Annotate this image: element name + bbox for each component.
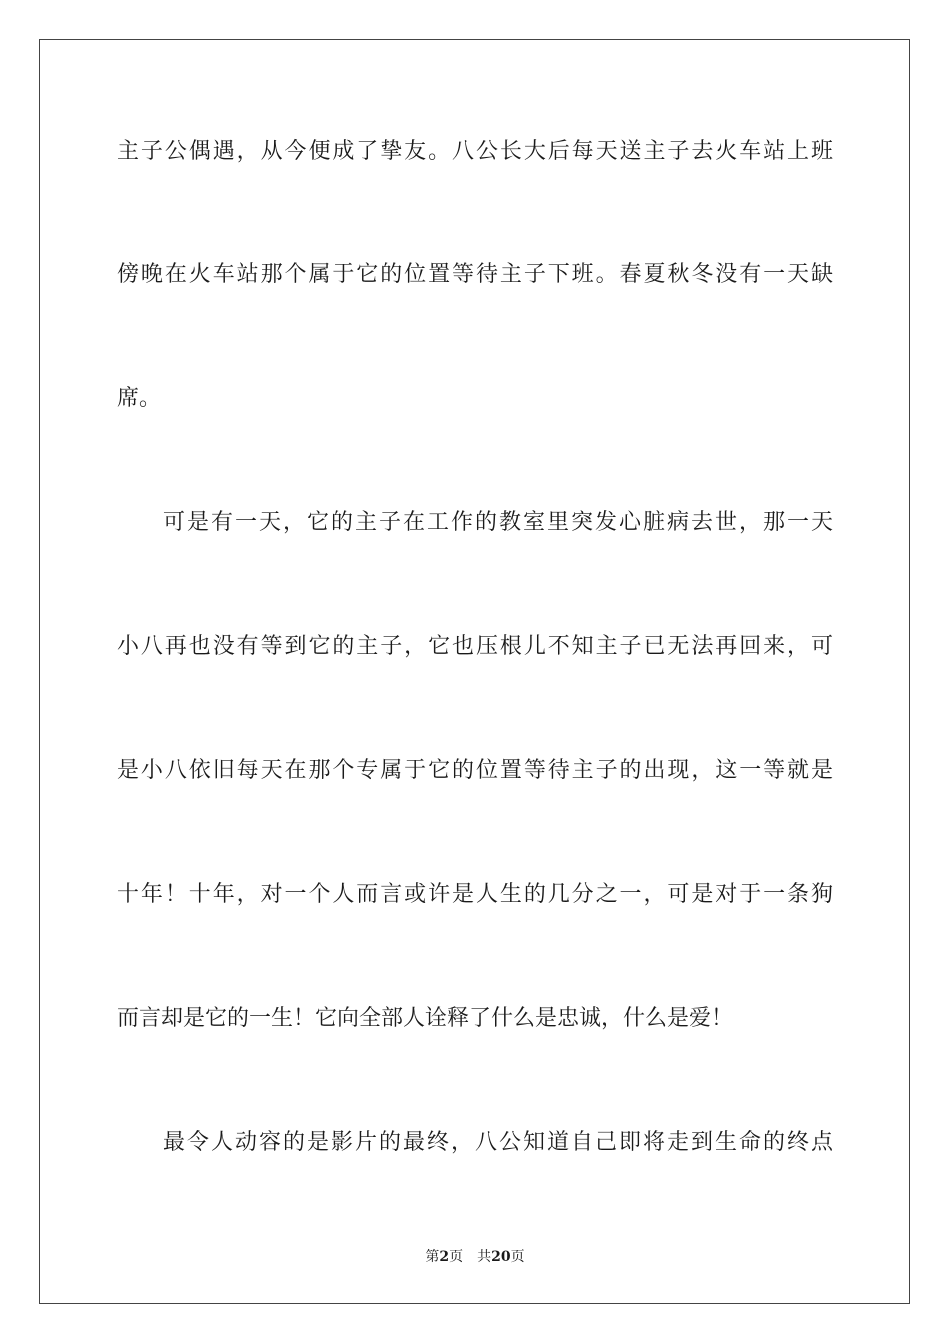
page-footer (0, 1248, 950, 1266)
total-prefix: 共 (477, 1249, 492, 1265)
page-border (39, 39, 910, 1304)
paragraph-line-7: 十年！十年，对一个人而言或许是人生的几分之一，可是对于一条狗 (117, 882, 833, 907)
paragraph-line-6: 是小八依旧每天在那个专属于它的位置等待主子的出现，这一等就是 (117, 758, 833, 783)
paragraph-line-9: 最令人动容的是影片的最终，八公知道自己即将走到生命的终点 (163, 1130, 833, 1155)
page-prefix: 第 (425, 1249, 440, 1265)
paragraph-line-5: 小八再也没有等到它的主子，它也压根儿不知主子已无法再回来，可 (117, 634, 833, 659)
page-suffix: 页 (449, 1249, 464, 1265)
page-number: 2 (439, 1249, 450, 1265)
total-suffix: 页 (510, 1249, 525, 1265)
paragraph-line-2: 傍晚在火车站那个属于它的位置等待主子下班。春夏秋冬没有一天缺 (117, 262, 833, 287)
paragraph-line-1: 主子公偶遇，从今便成了挚友。八公长大后每天送主子去火车站上班 (117, 139, 833, 164)
paragraph-line-8: 而言却是它的一生！它向全部人诠释了什么是忠诚，什么是爱！ (117, 1006, 734, 1031)
paragraph-line-4: 可是有一天，它的主子在工作的教室里突发心脏病去世，那一天 (163, 510, 833, 535)
total-pages: 20 (491, 1249, 511, 1265)
paragraph-line-3: 席。 (117, 386, 162, 411)
